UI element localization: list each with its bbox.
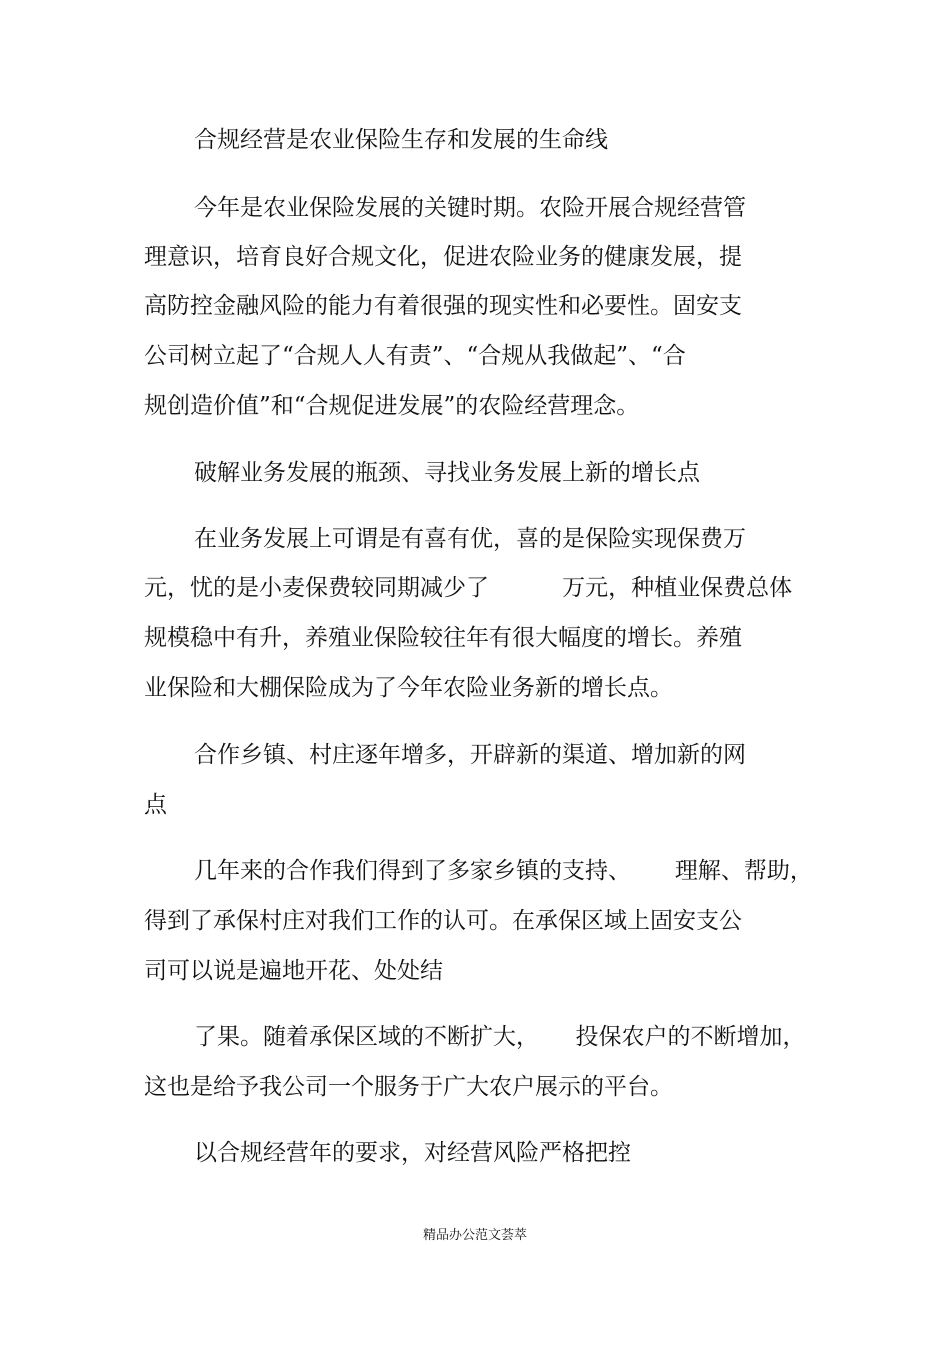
heading-new-channels: 合作乡镇、村庄逐年增多，开辟新的渠道、增加新的网 (194, 742, 746, 768)
paragraph-line: 规创造价值”和“合规促进发展”的农险经营理念。 (144, 393, 640, 419)
heading-compliance-lifeline: 合规经营是农业保险生存和发展的生命线 (194, 127, 608, 153)
paragraph-line: 得到了承保村庄对我们工作的认可。在承保区域上固安支公 (144, 908, 742, 934)
page-footer: 精品办公范文荟萃 (422, 1228, 527, 1243)
paragraph-line: 在业务发展上可谓是有喜有优，喜的是保险实现保费万 (194, 526, 746, 552)
paragraph-line: 几年来的合作我们得到了多家乡镇的支持、 理解、帮助， (194, 858, 813, 884)
heading-growth-point: 破解业务发展的瓶颈、寻找业务发展上新的增长点 (194, 460, 700, 486)
heading-risk-control: 以合规经营年的要求，对经营风险严格把控 (194, 1140, 631, 1166)
paragraph-line: 元，忧的是小麦保费较同期减少了 万元，种植业保费总体 (144, 575, 793, 601)
paragraph-line: 高防控金融风险的能力有着很强的现实性和必要性。固安支 (144, 293, 742, 319)
paragraph-line: 公司树立起了“合规人人有责”、“合规从我做起”、“合 (144, 343, 686, 369)
heading-new-channels-continued: 点 (144, 792, 167, 818)
paragraph-line: 今年是农业保险发展的关键时期。农险开展合规经营管 (194, 195, 746, 221)
paragraph-line: 这也是给予我公司一个服务于广大农户展示的平台。 (144, 1074, 673, 1100)
paragraph-line: 规模稳中有升，养殖业保险较往年有很大幅度的增长。养殖 (144, 625, 742, 651)
paragraph-line: 业保险和大棚保险成为了今年农险业务新的增长点。 (144, 675, 673, 701)
paragraph-line: 司可以说是遍地开花、处处结 (144, 958, 443, 984)
paragraph-line: 理意识，培育良好合规文化，促进农险业务的健康发展，提 (144, 244, 742, 270)
paragraph-line: 了果。随着承保区域的不断扩大， 投保农户的不断增加， (194, 1024, 806, 1050)
